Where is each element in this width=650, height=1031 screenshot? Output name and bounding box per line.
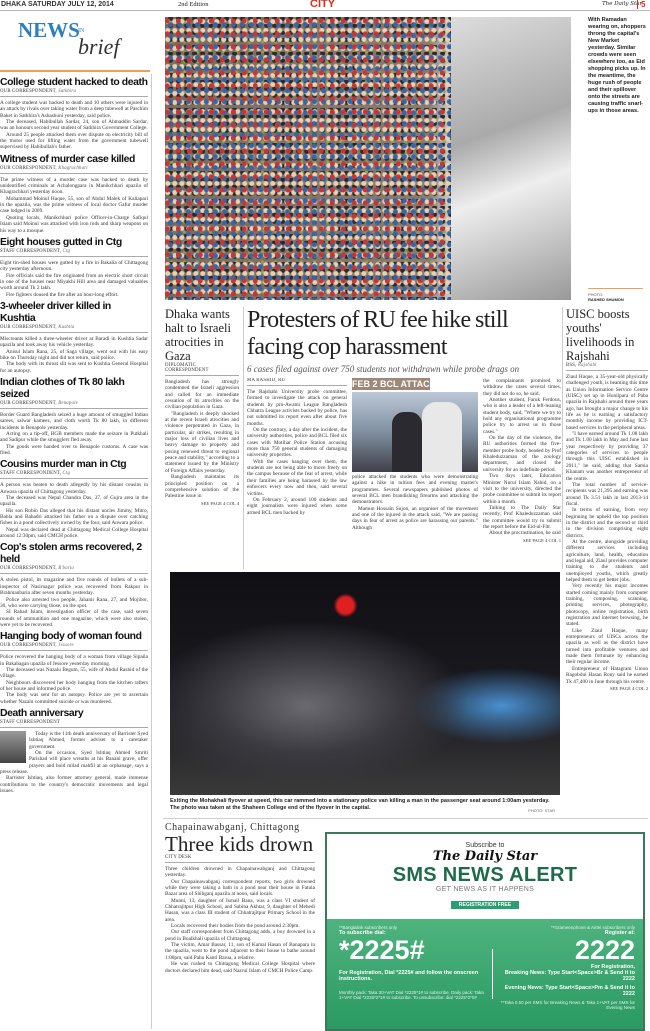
brief-byline: [0, 720, 148, 728]
paragraph: the complainants promised to withdraw the cases several times, they did not do so, he said.: [483, 378, 561, 397]
story-body: [165, 866, 315, 974]
story-byline: MA RASHID, RU: [247, 378, 347, 386]
dateline: DHAKA SATURDAY JULY 12, 2014: [1, 1, 114, 8]
uisc-story: [566, 307, 648, 847]
brief-byline: [0, 471, 148, 479]
photo-credit: [588, 288, 643, 302]
ad-title: SMS NEWS ALERT: [392, 864, 578, 886]
byline-place: Khagrachhari: [58, 165, 88, 171]
byline-place: Satkhira: [58, 89, 77, 94]
paragraph: Our Chapainawabganj correspondent reports, two girls drowned while they were taking a bath in a pond near their house in Fatula Bazar area of Shibganj upazila at noon, said locals.: [165, 878, 315, 898]
brief-label: brief: [78, 34, 120, 59]
credit-label: PHOTO:: [588, 292, 604, 297]
story-byline: CITY DESK: [165, 855, 315, 863]
paragraph: police attacked the students who were demonstrating against a hike in tuition fees and evening master's programmes. Several newspapers published photos of several BCL men brandishing firearms and attacking the demonstrators.: [352, 474, 478, 506]
paragraph: The Rajshahi University probe committee, formed to investigate the attack on general students by pro-Awami League Bangladesh Chhatra League activists backed by police, has not submitted its report even after about five months.: [247, 389, 347, 427]
paragraph: Police recovered the hanging body of a woman from village Sipaila in Bakabagan upazila of Jessore yesterday morning.: [0, 654, 148, 667]
gaza-story: [165, 307, 239, 577]
brief-headline[interactable]: Hanging body of woman found: [0, 631, 142, 643]
divider: [163, 818, 648, 819]
byline-text: OUR CORRESPONDENT,: [0, 566, 57, 572]
right-lead: Register at:: [604, 930, 635, 936]
paragraph: His son Robin Das alleged that his distant uncles Jimmy, Mitro, Babla and Bahadri attacked his father on a dispute over catching fishes in a pond collectively owned by the four, said Anwara police.: [0, 507, 148, 527]
paragraph: Three children drowned in Chapainawabganj and Chittagong yesterday.: [165, 866, 315, 879]
ad-divider: [492, 949, 493, 999]
paragraph: The deceased was Nepal Chandra Das, 37, of Gujra area in the upazila.: [0, 495, 148, 508]
paragraph: Our staff correspondent from Chittagong adds, a boy drowned in a pond in Boalkhali upazila of Chittagong.: [165, 929, 315, 942]
left-instructions: For Registration, Dial *2225# and follow the onscreen instructions.: [339, 970, 479, 982]
paragraph: In terms of earning, from very beginning he upheld the top position in the district and the second or third in the division comprising eight districts.: [566, 507, 648, 539]
paragraph: Munni, 13, daughter of Ismail Bana, was a class VI student of Chhatrajitpur High School, and Sabina Akhtar, 9, daughter of Mehedi Hasan, was a class III student of Chhatrajitpur Primary School in the area.: [165, 897, 315, 923]
right-instructions-3: Evening News: Type Start<Space>Pm & Send it to 2222: [504, 985, 635, 997]
paragraph: Fire officials said the fire originated from an electric short circuit in one of the houses near Miyakhi Hill area and damaged valuables worth around Tk 2 lakh.: [0, 272, 148, 292]
portrait-photo: [0, 731, 26, 763]
brief-byline: [0, 89, 148, 97]
brief-story: [0, 377, 148, 456]
right-note: **Grameenphone & Airtel subscribers only: [550, 925, 635, 930]
paragraph: "Bangladesh is deeply shocked at the recent Israeli atrocities and violence perpetrated in Gaza, in particular, air strikes, resulting in major loss of civilian lives and heavy damage to property and posing renewed threat to regional peace and stability," according to a statement issued by the Ministry of Foreign Affairs yesterday.: [165, 410, 239, 474]
brief-byline: [0, 249, 148, 257]
news-in-brief-banner: [0, 14, 150, 72]
brief-body: [0, 412, 148, 456]
right-instructions-2: Breaking News: Type Start<Space>Br & Send it to 2222: [504, 970, 635, 982]
paragraph: Two days later, Education Minister Nurul Islam Nahid, on a visit to the university, directed the probe committee to submit its report within a month.: [483, 473, 561, 505]
story-byline: DIPLOMATIC CORRESPONDENT: [165, 363, 239, 376]
story-byline: BSS,: [566, 363, 577, 368]
paragraph: Bangladesh has strongly condemned the Israeli aggression and called for an immediate cessation of its atrocities on the civilian population in Gaza.: [165, 379, 239, 411]
byline-place: Ctg: [62, 248, 71, 254]
paragraph: A stolen pistol, its magazine and five rounds of bullets of a sub-inspector of Nasirnagar police was recovered from Rakpur in Brahmanbaria after seven months yesterday.: [0, 577, 148, 597]
paragraph: Talking to The Daily Star recently, Prof Khaleduzzaman said the committee would try to submit the report before the Eid-ul-Fitr.: [483, 504, 561, 530]
story-headline[interactable]: Dhaka wants halt to Israeli atrocities in Gaza: [165, 307, 231, 363]
paragraph: With the cases hanging over them, the students are not being able to move freely on the campus because of the fear of arrest, while their families are being harassed by the law enforcers every now and then, said several victims.: [247, 458, 347, 497]
byline-place: Kushtia: [58, 324, 75, 330]
lead-story-body: [247, 378, 559, 569]
brief-headline[interactable]: College student hacked to death: [0, 77, 148, 88]
paragraph: At the centre, alongside providing different services including agriculture, land, health, education and legal aid, Ziaul provides computer training to the students and unemployed youths, which greatly helped them to get better jobs.: [566, 538, 648, 583]
paragraph: He was rushed to Chittagong Medical College Hospital where doctors declared him dead, said Nazrul Islam of CMCH Police Camp.: [165, 961, 315, 974]
paragraph: Around 25 people attacked them over dispute on electricity bill of the motor used for lifting water from the government tubewell supervised by Habibullah's father.: [0, 131, 148, 151]
byline-place: Ctg: [62, 471, 71, 477]
brief-body: [0, 260, 148, 298]
byline-text: OUR CORRESPONDENT,: [0, 643, 57, 649]
paragraph: Quoting locals, Manikchhari police Officer-in-Charge Safiqul Islam said Moinul was attacked with iron rods and sharp weapons on his way to a mosque.: [0, 214, 148, 234]
masthead: [0, 0, 650, 11]
edition: 2nd Edition: [178, 1, 209, 8]
brief-byline: [0, 566, 148, 574]
paragraph: Border Guard Bangladesh seized a huge amount of smuggled Indian sarees, salwar kameez, and cloth worth Tk 80 lakh, in different incidents in Benapole yesterday.: [0, 411, 148, 431]
brief-body: [0, 177, 148, 234]
brief-story: [0, 237, 148, 298]
paragraph: The body was sent for an autopsy. Police are yet to ascertain whether Nazalu committed suicide or was murdered.: [0, 692, 148, 705]
photo-caption: With Ramadan wearing on, shoppers throng the capital's New Market yesterday. Similar crowds were seen elsewhere too, as Eid shopping picks up. In the meantime, the huge rush of people and their spillover onto the streets are causing traffic snarl-ups in those areas.: [588, 17, 646, 114]
paragraph: The deceased was Nazalu Begum, 55, wife of Abdul Rashid of the village.: [0, 666, 148, 680]
brief-story: [0, 77, 148, 151]
paragraph: Mamun Hossain Sujon, an organiser of the movement and one of the injured in the attack said, "We are passing days in fear of arrest as police are harassing our parents." Although: [352, 505, 478, 531]
brief-story: [0, 459, 148, 539]
paragraph: Nepal was declared dead at Chittagong Medical College Hospital around 12:30pm, said CMCH police.: [0, 526, 148, 540]
brief-byline: [0, 401, 148, 409]
photo-label: FEB 2 BCL ATTACK: [352, 379, 437, 389]
bcl-attack-photo: [352, 392, 478, 472]
story-place: Rajshahi: [577, 363, 597, 368]
paragraph: On the occasion, Syed Ishtiaq Ahmed Smriti Parishad will place wreaths at his Banani grave, offer prayers and hold milad mahfil at an orphanage, says a press release.: [0, 750, 148, 776]
ad-tagline: GET NEWS AS IT HAPPENS: [435, 886, 535, 893]
brief-headline[interactable]: Cousins murder man in Ctg: [0, 459, 127, 471]
brief-body: [0, 336, 148, 374]
paragraph: Ziaul Haque, a 35-year-old physically challenged youth, is beaming this time as Union Information Service Centre (UISC) set up in Hunilpara of Paba upazila in Rajshahi around three years ago, has brought a major change to his life as he is earning a satisfactory monthly income by providing ICT-based services in the peripheral areas.: [566, 374, 648, 431]
byline-text: STAFF CORRESPONDENT,: [0, 471, 62, 477]
byline-text: STAFF CORRESPONDENT: [0, 719, 61, 725]
drowning-story: [165, 822, 315, 1031]
paragraph: The victim, Amar Bassar, 11, son of Kamal Hasan of Banapara in the upazila, went to the pond adjacent to their house to bathe around 1:00pm, said Pahu Kanti Barua, a relative.: [165, 942, 315, 961]
lead-story: [243, 307, 563, 569]
paragraph: The body with its throat slit was sent to Kushtia General Hospital for an autopsy.: [0, 361, 148, 374]
news-label: NEWS: [18, 18, 80, 42]
paragraph: The total number of service-recipients was 21,395 and earning was around Tk 3.51 lakh in last 2013-14 fiscal.: [566, 481, 648, 507]
story-headline[interactable]: UISC boosts youths' livelihoods in Rajshahi: [566, 307, 635, 363]
brief-headline[interactable]: Death anniversary: [0, 707, 84, 719]
story-headline[interactable]: Three kids drown: [165, 832, 314, 856]
paragraph: Today is the 11th death anniversary of Barrister Syed Ishtiaq Ahmed, former adviser to a caretaker government.: [29, 730, 148, 750]
paragraph: About the procrastination, he said: [489, 530, 561, 537]
byline-place: Jessore: [58, 643, 74, 649]
sms-alert-advertisement[interactable]: [325, 832, 645, 1031]
paragraph: Mohammad Moinul Haque, 55, son of Abdul Malek of Kaliapari in the upazila, was the prime witness of local doctor Gafur murder case lodged in 2009.: [0, 195, 148, 215]
paragraph: Entrepreneur of Hatagram Union Ragobdul Hasan Rony said he earned Tk 47,400 in June through his centre.: [566, 665, 648, 685]
paragraph: Eight tin-shed houses were gutted by a fire in Bakalia of Chittagong city yesterday afternoon.: [0, 259, 148, 273]
credit-name: RASHED SHUMON: [588, 297, 624, 302]
brief-story: [0, 301, 148, 374]
ad-subscribe: Subscribe to: [465, 842, 505, 849]
left-fine-print: Monthly pack: Taka 30+VAT Dial *2225*1# to subscribe. Daily pack: Taka 1+VAT Dial *2225*2*1# to subscribe. To unsubscribe: dial *2225*2*0#: [339, 990, 484, 1000]
paragraph: Barrister Ishtiaq, also former attorney general, made immense contributions to the country's democratic movements and legal issues.: [0, 775, 148, 795]
story-kicker: Chapainawabganj, Chittagong: [165, 822, 300, 833]
brief-headline[interactable]: Eight houses gutted in Ctg: [0, 236, 122, 248]
story-body: [566, 374, 648, 685]
brief-body: [0, 482, 148, 539]
jump-link[interactable]: SEE PAGE 4 COL 2: [610, 685, 648, 691]
car-crash-photo: [170, 572, 560, 795]
brief-story: [0, 154, 148, 234]
paragraph: On February 2, around 100 students and eight journalists were injured when some armed BCL men backed by: [247, 496, 347, 516]
paragraph: The goods were handed over to Benapole customs. A case was filed.: [0, 443, 148, 457]
story-body: [165, 379, 239, 500]
story-body-col3: [483, 378, 561, 537]
page-number: 5: [637, 0, 645, 9]
registration-free-badge: REGISTRATION FREE: [451, 901, 519, 909]
paragraph: Bangladesh maintains its principled position on a comprehensive solution of the Palestine issue in: [165, 474, 239, 500]
paragraph: "I have earned around Tk 1.08 lakh and Tk 1.00 lakh in May and June last year respectively by providing 37 categories of services to people through this UISC established in 2011," he said, adding that Samia Khanam was another entrepreneur of the centre.: [566, 431, 648, 482]
byline-text: OUR CORRESPONDENT,: [0, 89, 57, 94]
byline-text: OUR CORRESPONDENT,: [0, 400, 57, 406]
left-lead: To subscribe dial:: [339, 930, 386, 936]
brief-headline[interactable]: Indian clothes of Tk 80 lakh seized: [0, 376, 125, 400]
paragraph: A college student was hacked to death and 10 others were injured in an attack by rivals over taking water from a deep tubewell at Paschim Baket in Satkhira's Ashashuni yesterday, said police.: [0, 100, 148, 119]
right-instructions-1: For Registration,: [590, 964, 635, 970]
paragraph: Locals recovered their bodies from the pond around 2:30pm.: [171, 923, 300, 930]
paragraph: Police also arrested two people, Jahanir Rana, 27, and Mojibor, 30, who were carrying those, on the spot.: [0, 596, 148, 609]
byline-text: OUR CORRESPONDENT,: [0, 324, 57, 330]
paragraph: Acting on a tip-off, BGB members made the seizure in Putkhali and Sadipur while the smugglers fled away.: [0, 431, 148, 444]
paragraph: Fire fighters doused the fire after an hour-long effort.: [6, 291, 119, 298]
shoppers-crowd-photo: [165, 17, 571, 300]
ussd-code: *2225#: [339, 935, 425, 965]
brief-body: [0, 100, 148, 151]
brief-byline: [0, 166, 148, 174]
brief-story: [0, 708, 148, 794]
in-label: IN: [78, 28, 85, 34]
lead-headline[interactable]: Protesters of RU fee hike still facing cop harassment: [247, 307, 509, 360]
paragraph: A person was beaten to death allegedly by his distant cousins in Anwara upazila of Chittagong yesterday.: [0, 482, 148, 495]
paragraph: Another student, Faruk Ferdous, who is also a leader of a left-leaning student body, said, "Where we try to hold any organisational programme police try to arrest us in those cases.": [483, 397, 561, 435]
byline-place: Benapole: [58, 400, 78, 406]
brief-body: [0, 731, 148, 794]
paragraph: Anisul Islam Rana, 25, of Saga village, went out with his easy bike on Thursday night and did not return, said police.: [0, 348, 148, 361]
jump-link[interactable]: SEE PAGE 4 COL 1: [523, 537, 561, 543]
photo-caption: Exiting the Mohakhali flyover at speed, this car rammed into a stationary police van killing a man in the passenger seat around 1:00am yesterday. The photo was taken at the Shaheen College end of the flyover in the capital.: [170, 798, 550, 811]
right-fine-print: **Taka 0.50 per SMS for Breaking News & Taka 1+VAT per SMS for Evening News: [500, 1000, 635, 1010]
left-note: **Banglalink subscribers only: [339, 925, 398, 930]
section-title: CITY: [310, 0, 336, 10]
briefs-column: [0, 74, 152, 1029]
ad-logo: The Daily Star: [432, 849, 538, 864]
paragraph: The deceased, Habibullah Sardar, 24, son of Ahmaddin Sardar, was an honours second year student of Satkhira Government College.: [0, 119, 148, 132]
brief-story: [0, 631, 148, 705]
brief-headline[interactable]: Cop's stolen arms recovered, 2 held: [0, 542, 142, 566]
byline-text: STAFF CORRESPONDENT,: [0, 248, 62, 254]
brief-headline[interactable]: Witness of murder case killed: [0, 153, 135, 165]
paper-logo: The Daily Star: [602, 1, 643, 7]
lead-deck: 6 cases filed against over 750 students not withdrawn while probe drags on: [247, 364, 520, 374]
paragraph: Like Ziaul Haque, many entrepreneurs of UISCs across the upazila as well as the district have turned into profitable ventures and made them fortunate by enhancing their regular income.: [566, 627, 648, 666]
brief-body: [0, 577, 148, 628]
brief-story: [0, 542, 148, 628]
jump-link[interactable]: SEE PAGE 4 COL 4: [201, 500, 239, 506]
paragraph: The prime witness of a murder case was hacked to death by unidentified criminals at Achalongpara in Manikchhari upazila of Khagrachhari yesterday noon.: [0, 176, 148, 196]
paragraph: Miscreants killed a three-wheeler driver at Baradi in Kushtia Sadar upazila and took away his vehicle yesterday.: [0, 335, 148, 349]
paragraph: On the day of the violence, the RU authorities formed the five-member probe body, headed by Prof Khaleduzzaman of the zoology department, and closed the university for an indefinite period.: [483, 435, 561, 473]
story-body-col1: [247, 389, 347, 516]
byline-place: B'baria: [58, 566, 74, 572]
story-body-col2: [352, 474, 478, 531]
byline-text: OUR CORRESPONDENT,: [0, 165, 57, 171]
brief-body: [0, 654, 148, 705]
paragraph: SI Rahad Islam, investigation officer of the case, said seven rounds of ammunition and one magazine, which were also stolen, were yet to be recovered.: [0, 609, 148, 628]
photo-credit: PHOTO: STAR: [528, 808, 555, 813]
short-code: 2222: [574, 935, 635, 965]
paragraph: Very recently his major incomes started coming mainly from computer training, composing, scanning, printing services, photography, photocopy, online registration, birth registration and internet browsing, he stated.: [566, 583, 648, 628]
paragraph: On the contrary, a day after the incident, the university authorities, police and BCL filed six cases with Motihar Police Station accusing more than 750 general students of damaging university properties.: [247, 427, 347, 459]
brief-byline: [0, 643, 148, 651]
paragraph: Neighbours discovered her body hanging from the kitchen rafters of her house and informed police.: [0, 679, 148, 692]
brief-headline[interactable]: 3-wheeler driver killed in Kushtia: [0, 300, 111, 324]
brief-byline: [0, 325, 148, 333]
